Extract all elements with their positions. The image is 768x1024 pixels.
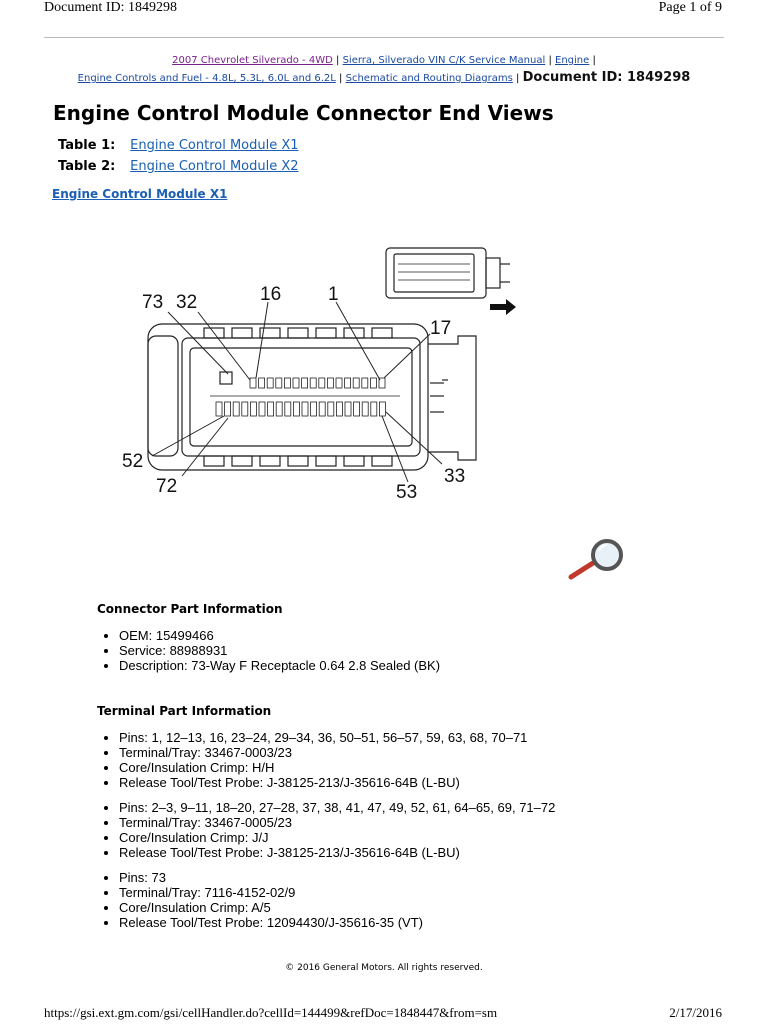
pin-cavity: [336, 378, 342, 388]
pin-cavity: [302, 402, 308, 416]
list-item: • Release Tool/Test Probe: 12094430/J-35616-35 (VT): [119, 915, 555, 930]
pin-cavity: [370, 378, 376, 388]
pin-cavity: [233, 402, 239, 416]
terminal-group: [97, 870, 555, 930]
pin-cavity: [250, 378, 256, 388]
breadcrumb-separator: |: [516, 73, 520, 84]
pin-cavity: [276, 402, 282, 416]
pin-cavity: [345, 378, 351, 388]
breadcrumb-separator: |: [339, 73, 343, 84]
direction-arrow-icon: [490, 299, 516, 315]
header-doc-id: Document ID: 1849298: [44, 0, 177, 15]
list-item: • Terminal/Tray: 7116-4152-02/9: [119, 885, 555, 900]
pin-label-16: 16: [260, 284, 282, 305]
pin-cavity: [293, 378, 299, 388]
pin-cavity: [302, 378, 308, 388]
pin-cavity: [259, 402, 265, 416]
list-item: • Core/Insulation Crimp: J/J: [119, 830, 555, 845]
pin-label-32: 32: [176, 292, 198, 313]
footer-url: https://gsi.ext.gm.com/gsi/cellHandler.do?cellId=144499&refDoc=1848447&from=sm: [44, 1005, 498, 1020]
connector-info-list: [97, 628, 440, 673]
section-anchor-link[interactable]: Engine Control Module X1: [52, 187, 228, 201]
pin-label-72: 72: [156, 476, 178, 497]
top-ribs: [204, 328, 392, 338]
table-1-link[interactable]: Engine Control Module X1: [130, 138, 299, 153]
breadcrumb-engine-controls-link[interactable]: Engine Controls and Fuel - 4.8L, 5.3L, 6.0L and 6.2L: [77, 73, 336, 84]
pin-cavity: [319, 402, 325, 416]
pin-cavity: [362, 378, 368, 388]
page-title: Engine Control Module Connector End Views: [53, 101, 554, 125]
pin-cavity: [371, 402, 377, 416]
pin-cavity: [379, 402, 385, 416]
breadcrumb-separator: |: [336, 55, 340, 66]
list-item: • Pins: 73: [119, 870, 555, 885]
breadcrumb-vehicle-link[interactable]: 2007 Chevrolet Silverado - 4WD: [172, 55, 333, 66]
list-item: • Release Tool/Test Probe: J-38125-213/J-35616-64B (L-BU): [119, 845, 555, 860]
terminal-part-info: [97, 704, 555, 930]
pin-cavity: [293, 402, 299, 416]
connector-info-heading: Connector Part Information: [97, 602, 283, 616]
pin-cavity: [327, 378, 333, 388]
pin-cavity: [336, 402, 342, 416]
list-item: • OEM: 15499466: [119, 628, 440, 643]
terminal-group: [97, 730, 555, 790]
pin-cavity: [268, 402, 274, 416]
connector-part-info: [97, 602, 440, 673]
list-item: • Pins: 1, 12–13, 16, 23–24, 29–34, 36, 50–51, 56–57, 59, 63, 68, 70–71: [119, 730, 555, 745]
table-index-row: [58, 135, 299, 156]
pin-cavity: [311, 402, 317, 416]
list-item: • Core/Insulation Crimp: A/5: [119, 900, 555, 915]
copyright-notice: © 2016 General Motors. All rights reserved.: [285, 963, 483, 973]
table-index-row: [58, 156, 299, 177]
breadcrumb-schematics-link[interactable]: Schematic and Routing Diagrams: [345, 73, 513, 84]
list-item: • Description: 73-Way F Receptacle 0.64 2.8 Sealed (BK): [119, 658, 440, 673]
table-index: [58, 135, 299, 177]
breadcrumb-separator: |: [592, 55, 596, 66]
pin-cavity: [319, 378, 325, 388]
pin-cavity: [285, 402, 291, 416]
breadcrumb-manual-link[interactable]: Sierra, Silverado VIN C/K Service Manual: [342, 55, 546, 66]
list-item: • Release Tool/Test Probe: J-38125-213/J-35616-64B (L-BU): [119, 775, 555, 790]
header-page-number: Page 1 of 9: [658, 0, 722, 15]
table-2-link[interactable]: Engine Control Module X2: [130, 159, 299, 174]
pin-cavity: [328, 402, 334, 416]
pin-cavity: [310, 378, 316, 388]
list-item: • Terminal/Tray: 33467-0005/23: [119, 815, 555, 830]
pin-cavity: [354, 402, 360, 416]
connector-diagram: [90, 220, 565, 580]
connector-thumbnail: [386, 248, 510, 298]
table-label: Table 2:: [58, 159, 116, 174]
table-label: Table 1:: [58, 138, 116, 153]
pin-cavity: [362, 402, 368, 416]
pin-cavity: [276, 378, 282, 388]
pin-cavity: [225, 402, 231, 416]
pin-label-33: 33: [444, 466, 466, 487]
pin-cavity: [345, 402, 351, 416]
list-item: • Terminal/Tray: 33467-0003/23: [119, 745, 555, 760]
pin-cavity: [242, 402, 248, 416]
terminal-group: [97, 800, 555, 860]
pin-label-52: 52: [122, 451, 144, 472]
pin-label-53: 53: [396, 482, 418, 503]
pin-label-17: 17: [430, 318, 452, 339]
header-divider: [44, 37, 724, 38]
pin-label-73: 73: [142, 292, 164, 313]
list-item: • Core/Insulation Crimp: H/H: [119, 760, 555, 775]
footer-date: 2/17/2016: [669, 1005, 722, 1020]
list-item: • Pins: 2–3, 9–11, 18–20, 27–28, 37, 38, 41, 47, 49, 52, 61, 64–65, 69, 71–72: [119, 800, 555, 815]
breadcrumb-doc-id: Document ID: 1849298: [522, 70, 691, 85]
bottom-ribs: [204, 456, 392, 466]
pin-cavity: [284, 378, 290, 388]
pin-cavity: [267, 378, 273, 388]
pin-cavity: [216, 402, 222, 416]
breadcrumb-engine-link[interactable]: Engine: [555, 55, 590, 66]
list-item: • Service: 88988931: [119, 643, 440, 658]
breadcrumb: [44, 52, 724, 87]
breadcrumb-separator: |: [548, 55, 552, 66]
pin-cavity: [250, 402, 256, 416]
terminal-info-heading: Terminal Part Information: [97, 704, 272, 718]
pin-cavity: [259, 378, 265, 388]
magnifier-icon[interactable]: [565, 537, 629, 585]
connector-drawing: [90, 220, 565, 580]
pin-label-1: 1: [328, 284, 339, 305]
pin-cavity: [353, 378, 359, 388]
